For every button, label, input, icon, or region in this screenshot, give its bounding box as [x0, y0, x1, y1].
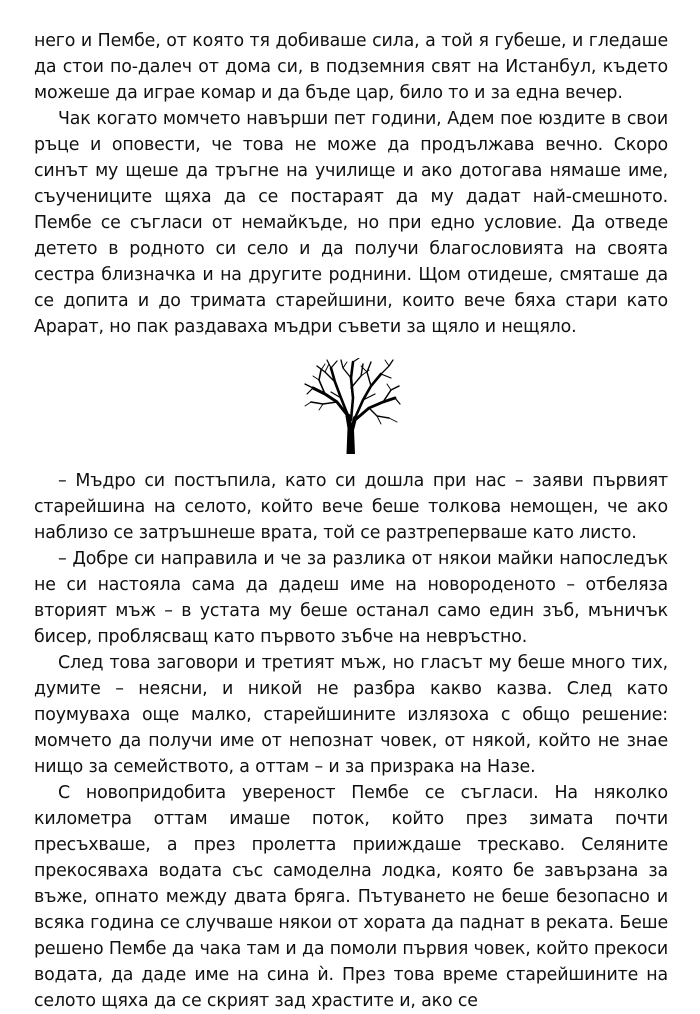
paragraph-4: – Добре си направила и че за разлика от някои майки напоследък не си настояла сама да дадеш име на новороденото – отбеляза вторият мъж – в устата му беше останал само един зъб, мъничък бисер, проблясващ като първото зъбче на невръстно.: [34, 549, 668, 647]
page-body: [34, 28, 668, 1014]
paragraph-5: След това заговори и третият мъж, но гласът му беше много тих, думите – неясни, и никой не разбра какво казва. След като поумуваха още малко, старейшините излязоха с общо решение: момчето да получи име от непознат човек, от някой, който не знае нищо за семейството, а оттам – и за призрака на Назе.: [34, 653, 668, 777]
section-ornament: [301, 358, 401, 454]
paragraph-1: него и Пембе, от която тя добиваше сила, а той я губеше, и гледаше да стои по-далеч от дома си, в подземния свят на Истанбул, където можеше да играе комар и да бъде цар, било то и за една вечер.: [34, 31, 668, 103]
bare-tree-icon: [301, 358, 401, 454]
paragraph-2: Чак когато момчето навърши пет години, Адем пое юздите в свои ръце и оповести, че това не може да продължава вечно. Скоро синът му щеше да тръгне на училище и ако дотогава нямаше име, съучениците щяха да се постараят да му дадат най-смешното. Пембе се съгласи от немайкъде, но при едно условие. Да отведе детето в родното си село и да получи благословията на своята сестра близначка и на другите роднини. Щом отидеше, смяташе да се допита и до тримата старейшини, които вече бяха стари като Арарат, но пак раздаваха мъдри съвети за щяло и нещяло.: [34, 109, 668, 337]
paragraph-6: С новопридобита увереност Пембе се съгласи. На няколко километра оттам имаше поток, който през зимата почти пресъхваше, а през пролетта прииждаше трескаво. Селяните прекосяваха водата със самоделна лодка, която бе завързана за въже, опнато между двата бряга. Пътуването не беше безопасно и всяка година се случваше някои от хората да паднат в реката. Беше решено Пембе да чака там и да помоли първия човек, който прекоси водата, да даде име на сина ѝ. През това време старейшините на селото щяха да се скрият зад храстите и, ако се: [34, 783, 668, 1011]
paragraph-3: – Мъдро си постъпила, като си дошла при нас – заяви първият старейшина на селото, който вече беше толкова немощен, че ако наблизо се затръшнеше врата, той се разтреперваше като листо.: [34, 471, 668, 543]
